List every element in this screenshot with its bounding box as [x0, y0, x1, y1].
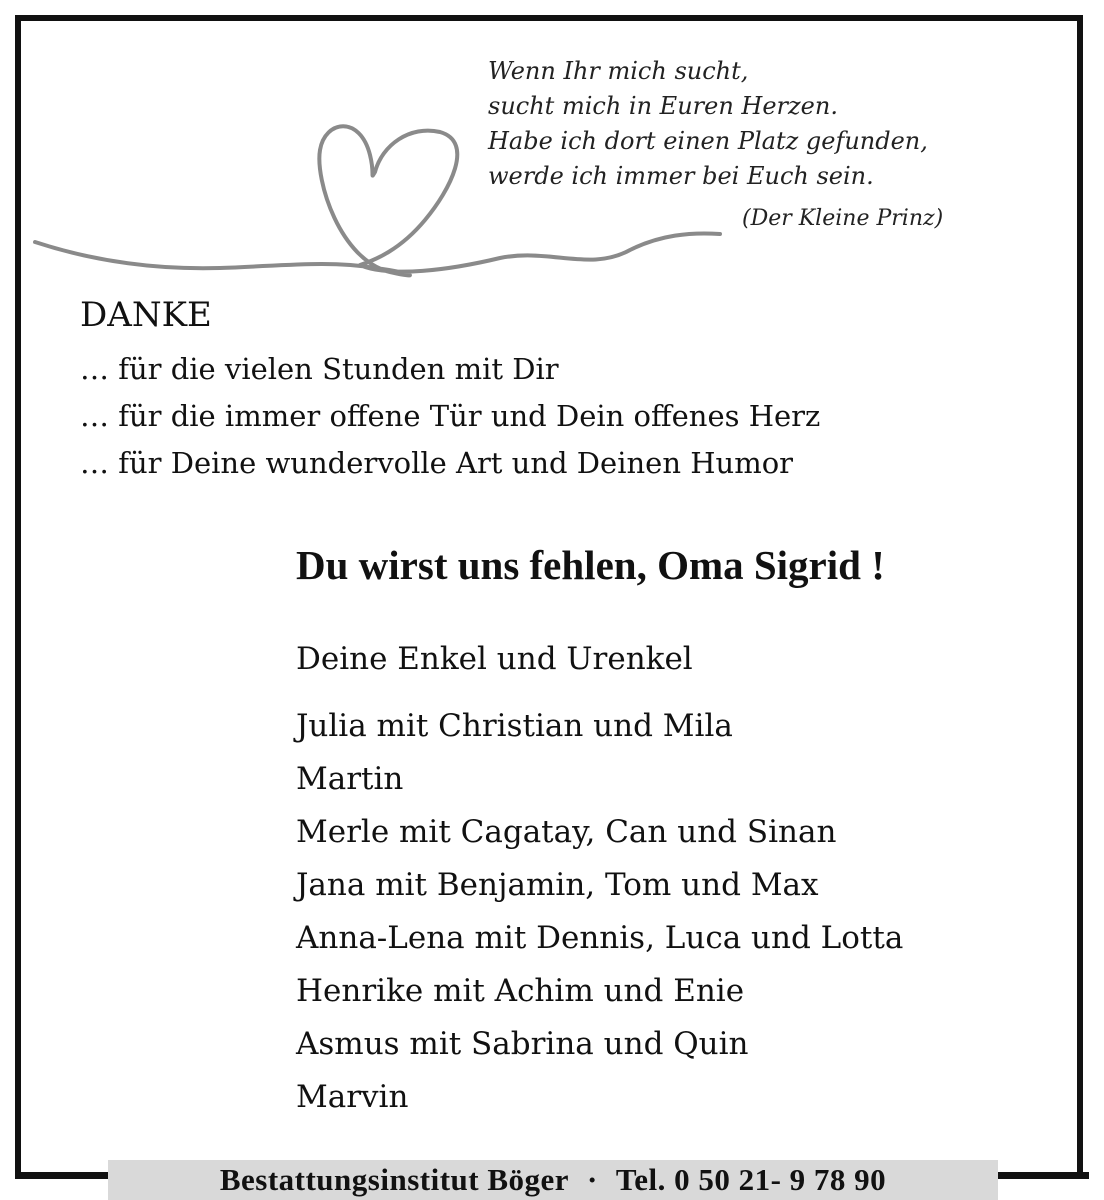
list-item: Merle mit Cagatay, Can und Sinan — [296, 814, 837, 850]
danke-heading: DANKE — [80, 295, 212, 335]
separator: · — [587, 1162, 598, 1197]
list-item: … für die immer offene Tür und Dein offenes Herz — [80, 399, 821, 433]
phone-number: Tel. 0 50 21- 9 78 90 — [615, 1162, 887, 1197]
list-item: Henrike mit Achim und Enie — [296, 973, 745, 1009]
family-group-label: Deine Enkel und Urenkel — [296, 641, 693, 677]
quote-line: werde ich immer bei Euch sein. — [488, 162, 874, 190]
footer-banner — [108, 1160, 998, 1200]
company-name: Bestattungsinstitut Böger — [219, 1162, 570, 1197]
quote-line: sucht mich in Euren Herzen. — [488, 92, 838, 120]
list-item: … für Deine wundervolle Art und Deinen Humor — [80, 446, 794, 480]
headline: Du wirst uns fehlen, Oma Sigrid ! — [296, 542, 885, 588]
list-item: Martin — [296, 761, 404, 797]
list-item: Julia mit Christian und Mila — [296, 708, 733, 744]
list-item: Anna-Lena mit Dennis, Luca und Lotta — [296, 920, 904, 956]
list-item: Marvin — [296, 1079, 409, 1115]
quote-line: Wenn Ihr mich sucht, — [488, 57, 749, 85]
list-item: Jana mit Benjamin, Tom und Max — [296, 867, 819, 903]
quote-attribution: (Der Kleine Prinz) — [742, 206, 944, 231]
list-item: … für die vielen Stunden mit Dir — [80, 352, 559, 386]
list-item: Asmus mit Sabrina und Quin — [296, 1026, 749, 1062]
family-names — [296, 700, 903, 1124]
danke-list — [80, 346, 820, 487]
heart-line-icon — [30, 120, 730, 290]
quote-line: Habe ich dort einen Platz gefunden, — [488, 127, 928, 155]
